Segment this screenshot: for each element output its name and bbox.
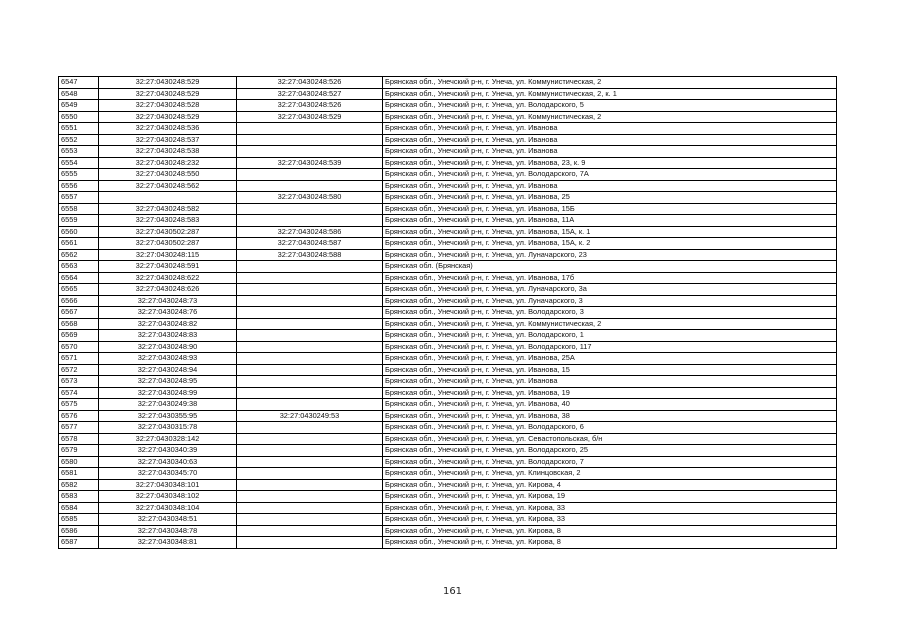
row-number-cell: 6573	[59, 376, 99, 388]
table-row	[59, 111, 837, 123]
cadastral-number-cell: 32:27:0430248:95	[99, 376, 237, 388]
address-cell: Брянская обл., Унечский р-н, г. Унеча, ул. Кирова, 4	[383, 479, 837, 491]
row-number-cell: 6584	[59, 502, 99, 514]
address-cell: Брянская обл., Унечский р-н, г. Унеча, ул. Иванова, 11А	[383, 215, 837, 227]
row-number-cell: 6555	[59, 169, 99, 181]
row-number-cell: 6552	[59, 134, 99, 146]
address-cell: Брянская обл., Унечский р-н, г. Унеча, ул. Иванова, 15А, к. 2	[383, 238, 837, 250]
address-cell: Брянская обл., Унечский р-н, г. Унеча, ул. Луначарского, 3	[383, 295, 837, 307]
cadastral-number-cell: 32:27:0430502:287	[99, 226, 237, 238]
table-row	[59, 100, 837, 112]
cadastral-number-cell: 32:27:0430348:78	[99, 525, 237, 537]
parent-cadastral-number-cell: 32:27:0430249:53	[237, 410, 383, 422]
table-row	[59, 261, 837, 273]
row-number-cell: 6560	[59, 226, 99, 238]
table-row	[59, 422, 837, 434]
address-cell: Брянская обл., Унечский р-н, г. Унеча, ул. Иванова, 19	[383, 387, 837, 399]
row-number-cell: 6558	[59, 203, 99, 215]
row-number-cell: 6563	[59, 261, 99, 273]
cadastral-number-cell: 32:27:0430248:99	[99, 387, 237, 399]
cadastral-number-cell: 32:27:0430248:90	[99, 341, 237, 353]
cadastral-number-cell: 32:27:0430248:93	[99, 353, 237, 365]
table-row	[59, 514, 837, 526]
row-number-cell: 6556	[59, 180, 99, 192]
row-number-cell: 6562	[59, 249, 99, 261]
table-row	[59, 295, 837, 307]
parent-cadastral-number-cell: 32:27:0430248:529	[237, 111, 383, 123]
address-cell: Брянская обл., Унечский р-н, г. Унеча, ул. Иванова, 15А, к. 1	[383, 226, 837, 238]
table-row	[59, 433, 837, 445]
table-row	[59, 226, 837, 238]
cadastral-number-cell: 32:27:0430248:528	[99, 100, 237, 112]
table-row	[59, 399, 837, 411]
cadastral-number-cell: 32:27:0430315:78	[99, 422, 237, 434]
cadastral-number-cell: 32:27:0430340:39	[99, 445, 237, 457]
parent-cadastral-number-cell	[237, 479, 383, 491]
table-row	[59, 502, 837, 514]
parent-cadastral-number-cell	[237, 422, 383, 434]
table-row	[59, 445, 837, 457]
parent-cadastral-number-cell	[237, 272, 383, 284]
parent-cadastral-number-cell	[237, 307, 383, 319]
row-number-cell: 6548	[59, 88, 99, 100]
cadastral-number-cell: 32:27:0430502:287	[99, 238, 237, 250]
table-row	[59, 123, 837, 135]
table-row	[59, 387, 837, 399]
parent-cadastral-number-cell	[237, 525, 383, 537]
address-cell: Брянская обл., Унечский р-н, г. Унеча, ул. Иванова	[383, 376, 837, 388]
parent-cadastral-number-cell	[237, 169, 383, 181]
address-cell: Брянская обл., Унечский р-н, г. Унеча, ул. Володарского, 3	[383, 307, 837, 319]
address-cell: Брянская обл., Унечский р-н, г. Унеча, ул. Луначарского, 3а	[383, 284, 837, 296]
address-cell: Брянская обл., Унечский р-н, г. Унеча, ул. Луначарского, 23	[383, 249, 837, 261]
table-row	[59, 203, 837, 215]
parent-cadastral-number-cell	[237, 134, 383, 146]
table-row	[59, 525, 837, 537]
parent-cadastral-number-cell	[237, 261, 383, 273]
row-number-cell: 6583	[59, 491, 99, 503]
parent-cadastral-number-cell	[237, 215, 383, 227]
row-number-cell: 6549	[59, 100, 99, 112]
parent-cadastral-number-cell: 32:27:0430248:586	[237, 226, 383, 238]
row-number-cell: 6554	[59, 157, 99, 169]
cadastral-number-cell: 32:27:0430248:591	[99, 261, 237, 273]
parent-cadastral-number-cell	[237, 514, 383, 526]
row-number-cell: 6568	[59, 318, 99, 330]
table-row	[59, 456, 837, 468]
address-cell: Брянская обл., Унечский р-н, г. Унеча, ул. Коммунистическая, 2	[383, 111, 837, 123]
cadastral-number-cell: 32:27:0430355:95	[99, 410, 237, 422]
row-number-cell: 6557	[59, 192, 99, 204]
cadastral-number-cell: 32:27:0430348:104	[99, 502, 237, 514]
address-cell: Брянская обл., Унечский р-н, г. Унеча, ул. Кирова, 8	[383, 537, 837, 549]
parent-cadastral-number-cell	[237, 433, 383, 445]
cadastral-number-cell: 32:27:0430348:81	[99, 537, 237, 549]
table-row	[59, 272, 837, 284]
row-number-cell: 6567	[59, 307, 99, 319]
address-cell: Брянская обл., Унечский р-н, г. Унеча, ул. Кирова, 19	[383, 491, 837, 503]
row-number-cell: 6565	[59, 284, 99, 296]
table-row	[59, 410, 837, 422]
parent-cadastral-number-cell: 32:27:0430248:588	[237, 249, 383, 261]
row-number-cell: 6579	[59, 445, 99, 457]
parent-cadastral-number-cell	[237, 330, 383, 342]
address-cell: Брянская обл., Унечский р-н, г. Унеча, ул. Кирова, 8	[383, 525, 837, 537]
parent-cadastral-number-cell	[237, 295, 383, 307]
row-number-cell: 6582	[59, 479, 99, 491]
cadastral-number-cell: 32:27:0430248:529	[99, 111, 237, 123]
address-cell: Брянская обл., Унечский р-н, г. Унеча, ул. Володарского, 1	[383, 330, 837, 342]
parent-cadastral-number-cell	[237, 491, 383, 503]
parent-cadastral-number-cell: 32:27:0430248:587	[237, 238, 383, 250]
parent-cadastral-number-cell	[237, 318, 383, 330]
row-number-cell: 6569	[59, 330, 99, 342]
table-row	[59, 146, 837, 158]
address-cell: Брянская обл. (Брянская)	[383, 261, 837, 273]
cadastral-number-cell: 32:27:0430345:70	[99, 468, 237, 480]
row-number-cell: 6577	[59, 422, 99, 434]
table-row	[59, 88, 837, 100]
row-number-cell: 6571	[59, 353, 99, 365]
address-cell: Брянская обл., Унечский р-н, г. Унеча, ул. Володарского, 117	[383, 341, 837, 353]
parent-cadastral-number-cell: 32:27:0430248:539	[237, 157, 383, 169]
parent-cadastral-number-cell	[237, 341, 383, 353]
row-number-cell: 6570	[59, 341, 99, 353]
parent-cadastral-number-cell	[237, 468, 383, 480]
row-number-cell: 6585	[59, 514, 99, 526]
address-cell: Брянская обл., Унечский р-н, г. Унеча, ул. Володарского, 7	[383, 456, 837, 468]
cadastral-number-cell: 32:27:0430248:232	[99, 157, 237, 169]
address-cell: Брянская обл., Унечский р-н, г. Унеча, ул. Иванова, 15Б	[383, 203, 837, 215]
parent-cadastral-number-cell: 32:27:0430248:526	[237, 77, 383, 89]
address-cell: Брянская обл., Унечский р-н, г. Унеча, ул. Иванова	[383, 134, 837, 146]
parent-cadastral-number-cell: 32:27:0430248:580	[237, 192, 383, 204]
cadastral-number-cell: 32:27:0430348:102	[99, 491, 237, 503]
row-number-cell: 6586	[59, 525, 99, 537]
parent-cadastral-number-cell	[237, 353, 383, 365]
table-row	[59, 134, 837, 146]
parent-cadastral-number-cell	[237, 376, 383, 388]
address-cell: Брянская обл., Унечский р-н, г. Унеча, ул. Володарского, 6	[383, 422, 837, 434]
cadastral-number-cell: 32:27:0430248:73	[99, 295, 237, 307]
table-row	[59, 376, 837, 388]
cadastral-number-cell: 32:27:0430248:94	[99, 364, 237, 376]
cadastral-table-body	[59, 77, 837, 549]
table-row	[59, 307, 837, 319]
parent-cadastral-number-cell	[237, 445, 383, 457]
row-number-cell: 6576	[59, 410, 99, 422]
table-row	[59, 537, 837, 549]
row-number-cell: 6578	[59, 433, 99, 445]
address-cell: Брянская обл., Унечский р-н, г. Унеча, ул. Иванова	[383, 123, 837, 135]
parent-cadastral-number-cell: 32:27:0430248:526	[237, 100, 383, 112]
parent-cadastral-number-cell	[237, 123, 383, 135]
cadastral-number-cell: 32:27:0430340:63	[99, 456, 237, 468]
parent-cadastral-number-cell	[237, 537, 383, 549]
table-row	[59, 479, 837, 491]
cadastral-number-cell: 32:27:0430248:550	[99, 169, 237, 181]
address-cell: Брянская обл., Унечский р-н, г. Унеча, ул. Иванова, 15	[383, 364, 837, 376]
address-cell: Брянская обл., Унечский р-н, г. Унеча, ул. Иванова, 25	[383, 192, 837, 204]
parent-cadastral-number-cell: 32:27:0430248:527	[237, 88, 383, 100]
row-number-cell: 6574	[59, 387, 99, 399]
address-cell: Брянская обл., Унечский р-н, г. Унеча, ул. Иванова, 17б	[383, 272, 837, 284]
cadastral-number-cell: 32:27:0430248:582	[99, 203, 237, 215]
table-row	[59, 468, 837, 480]
row-number-cell: 6564	[59, 272, 99, 284]
address-cell: Брянская обл., Унечский р-н, г. Унеча, ул. Коммунистическая, 2	[383, 318, 837, 330]
parent-cadastral-number-cell	[237, 399, 383, 411]
row-number-cell: 6580	[59, 456, 99, 468]
table-row	[59, 169, 837, 181]
table-row	[59, 353, 837, 365]
cadastral-number-cell: 32:27:0430248:529	[99, 77, 237, 89]
address-cell: Брянская обл., Унечский р-н, г. Унеча, ул. Иванова, 40	[383, 399, 837, 411]
address-cell: Брянская обл., Унечский р-н, г. Унеча, ул. Володарского, 5	[383, 100, 837, 112]
cadastral-number-cell: 32:27:0430248:536	[99, 123, 237, 135]
address-cell: Брянская обл., Унечский р-н, г. Унеча, ул. Иванова, 38	[383, 410, 837, 422]
cadastral-number-cell: 32:27:0430328:142	[99, 433, 237, 445]
parent-cadastral-number-cell	[237, 284, 383, 296]
row-number-cell: 6566	[59, 295, 99, 307]
row-number-cell: 6572	[59, 364, 99, 376]
cadastral-number-cell: 32:27:0430248:83	[99, 330, 237, 342]
address-cell: Брянская обл., Унечский р-н, г. Унеча, ул. Коммунистическая, 2, к. 1	[383, 88, 837, 100]
table-row	[59, 341, 837, 353]
cadastral-table	[58, 76, 837, 549]
page-number: 161	[442, 586, 463, 597]
cadastral-number-cell: 32:27:0430248:583	[99, 215, 237, 227]
address-cell: Брянская обл., Унечский р-н, г. Унеча, ул. Иванова	[383, 146, 837, 158]
row-number-cell: 6575	[59, 399, 99, 411]
cadastral-number-cell	[99, 192, 237, 204]
row-number-cell: 6581	[59, 468, 99, 480]
table-row	[59, 180, 837, 192]
table-row	[59, 284, 837, 296]
row-number-cell: 6559	[59, 215, 99, 227]
table-row	[59, 491, 837, 503]
table-row	[59, 364, 837, 376]
cadastral-number-cell: 32:27:0430248:626	[99, 284, 237, 296]
row-number-cell: 6561	[59, 238, 99, 250]
parent-cadastral-number-cell	[237, 456, 383, 468]
address-cell: Брянская обл., Унечский р-н, г. Унеча, ул. Иванова, 23, к. 9	[383, 157, 837, 169]
cadastral-number-cell: 32:27:0430249:38	[99, 399, 237, 411]
cadastral-number-cell: 32:27:0430248:562	[99, 180, 237, 192]
address-cell: Брянская обл., Унечский р-н, г. Унеча, ул. Иванова, 25А	[383, 353, 837, 365]
address-cell: Брянская обл., Унечский р-н, г. Унеча, ул. Иванова	[383, 180, 837, 192]
parent-cadastral-number-cell	[237, 203, 383, 215]
table-row	[59, 157, 837, 169]
cadastral-number-cell: 32:27:0430348:51	[99, 514, 237, 526]
table-row	[59, 330, 837, 342]
table-row	[59, 192, 837, 204]
cadastral-number-cell: 32:27:0430248:115	[99, 249, 237, 261]
row-number-cell: 6547	[59, 77, 99, 89]
cadastral-number-cell: 32:27:0430248:622	[99, 272, 237, 284]
address-cell: Брянская обл., Унечский р-н, г. Унеча, ул. Коммунистическая, 2	[383, 77, 837, 89]
address-cell: Брянская обл., Унечский р-н, г. Унеча, ул. Володарского, 7А	[383, 169, 837, 181]
cadastral-number-cell: 32:27:0430348:101	[99, 479, 237, 491]
address-cell: Брянская обл., Унечский р-н, г. Унеча, ул. Кирова, 33	[383, 502, 837, 514]
row-number-cell: 6553	[59, 146, 99, 158]
parent-cadastral-number-cell	[237, 387, 383, 399]
table-row	[59, 215, 837, 227]
address-cell: Брянская обл., Унечский р-н, г. Унеча, ул. Севастопольская, б/н	[383, 433, 837, 445]
address-cell: Брянская обл., Унечский р-н, г. Унеча, ул. Володарского, 25	[383, 445, 837, 457]
table-row	[59, 77, 837, 89]
address-cell: Брянская обл., Унечский р-н, г. Унеча, ул. Клинцовская, 2	[383, 468, 837, 480]
parent-cadastral-number-cell	[237, 502, 383, 514]
cadastral-number-cell: 32:27:0430248:529	[99, 88, 237, 100]
table-row	[59, 249, 837, 261]
row-number-cell: 6551	[59, 123, 99, 135]
table-row	[59, 318, 837, 330]
address-cell: Брянская обл., Унечский р-н, г. Унеча, ул. Кирова, 33	[383, 514, 837, 526]
row-number-cell: 6587	[59, 537, 99, 549]
parent-cadastral-number-cell	[237, 146, 383, 158]
cadastral-number-cell: 32:27:0430248:82	[99, 318, 237, 330]
table-row	[59, 238, 837, 250]
parent-cadastral-number-cell	[237, 364, 383, 376]
cadastral-number-cell: 32:27:0430248:537	[99, 134, 237, 146]
parent-cadastral-number-cell	[237, 180, 383, 192]
cadastral-number-cell: 32:27:0430248:538	[99, 146, 237, 158]
row-number-cell: 6550	[59, 111, 99, 123]
cadastral-number-cell: 32:27:0430248:76	[99, 307, 237, 319]
